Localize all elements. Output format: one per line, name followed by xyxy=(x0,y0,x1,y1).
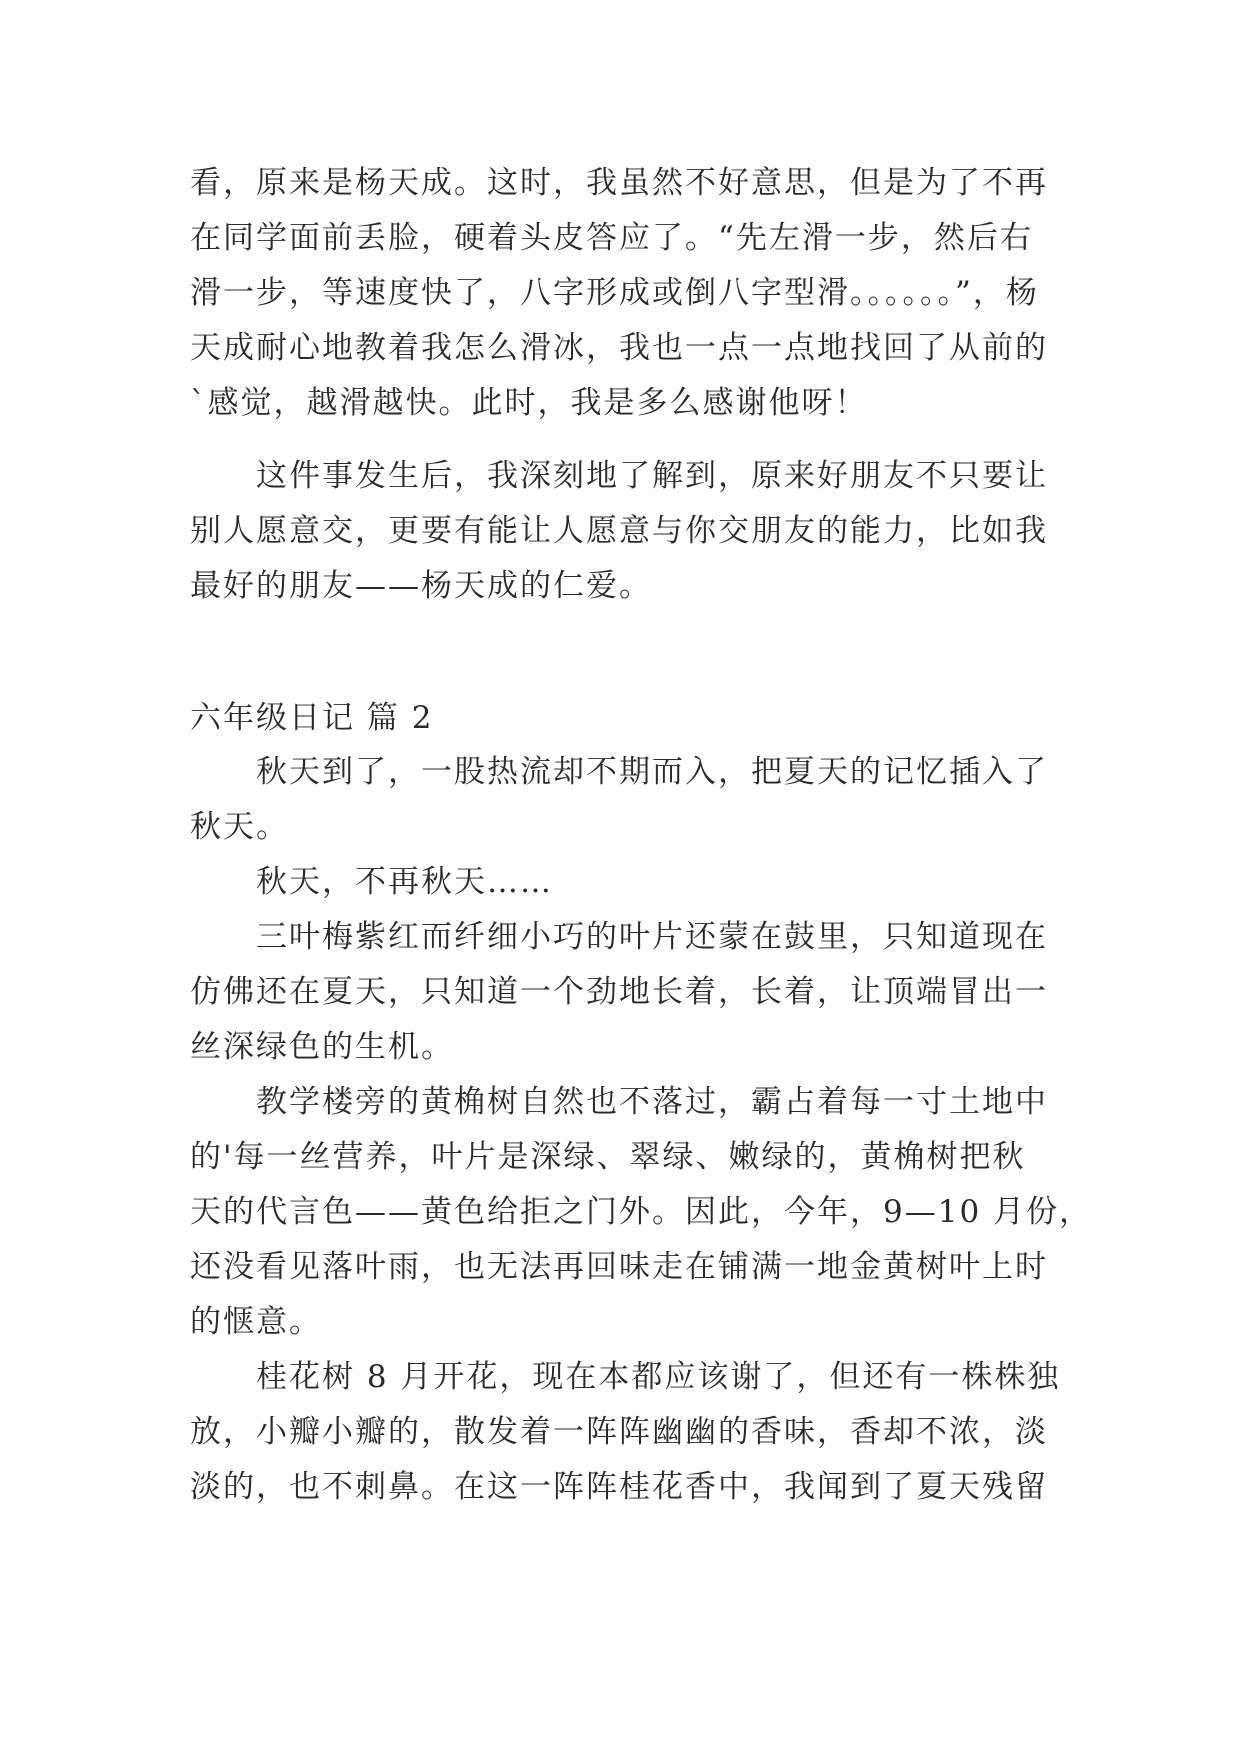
text-line: 天的代言色——黄色给拒之门外。因此，今年，9—10 月份， xyxy=(190,1194,1093,1230)
text-line: 还没看见落叶雨，也无法再回味走在铺满一地金黄树叶上时 xyxy=(190,1249,1048,1285)
text-line: 仿佛还在夏天，只知道一个劲地长着，长着，让顶端冒出一 xyxy=(190,974,1048,1010)
text-line: 放，小瓣小瓣的，散发着一阵阵幽幽的香味，香却不浓，淡 xyxy=(190,1414,1048,1450)
text-line: `感觉，越滑越快。此时，我是多么感谢他呀！ xyxy=(190,385,868,421)
section-title-block xyxy=(190,691,1070,746)
text-line: 教学楼旁的黄桷树自然也不落过，霸占着每一寸土地中 xyxy=(256,1084,1048,1120)
text-line: 秋天到了，一股热流却不期而入，把夏天的记忆插入了 xyxy=(256,754,1048,790)
text-line: 的'每一丝营养，叶片是深绿、翠绿、嫩绿的，黄桷树把秋 xyxy=(190,1139,1026,1175)
text-line: 秋天。 xyxy=(190,809,289,845)
text-line: 桂花树 8 月开花，现在本都应该谢了，但还有一株株独 xyxy=(256,1359,1061,1395)
text-line: 看，原来是杨天成。这时，我虽然不好意思，但是为了不再 xyxy=(190,165,1048,201)
text-line: 这件事发生后，我深刻地了解到，原来好朋友不只要让 xyxy=(256,458,1048,494)
text-line: 秋天，不再秋天…… xyxy=(256,864,553,900)
section-2-body xyxy=(190,745,1093,1515)
paragraph-skating xyxy=(190,156,1070,431)
text-line: 在同学面前丢脸，硬着头皮答应了。“先左滑一步，然后右 xyxy=(190,220,1033,256)
section-title: 六年级日记 篇 2 xyxy=(190,700,434,736)
text-line: 丝深绿色的生机。 xyxy=(190,1029,454,1065)
text-line: 三叶梅紫红而纤细小巧的叶片还蒙在鼓里，只知道现在 xyxy=(256,919,1048,955)
text-line: 天成耐心地教着我怎么滑冰，我也一点一点地找回了从前的 xyxy=(190,330,1048,366)
text-line: 淡的，也不刺鼻。在这一阵阵桂花香中，我闻到了夏天残留 xyxy=(190,1469,1048,1505)
text-line: 别人愿意交，更要有能让人愿意与你交朋友的能力，比如我 xyxy=(190,513,1048,549)
paragraph-conclusion xyxy=(190,449,1070,614)
text-line: 的惬意。 xyxy=(190,1304,322,1340)
text-line: 滑一步，等速度快了，八字形成或倒八字型滑。。。。。。”，杨 xyxy=(190,275,1039,311)
text-line: 最好的朋友——杨天成的仁爱。 xyxy=(190,568,652,604)
